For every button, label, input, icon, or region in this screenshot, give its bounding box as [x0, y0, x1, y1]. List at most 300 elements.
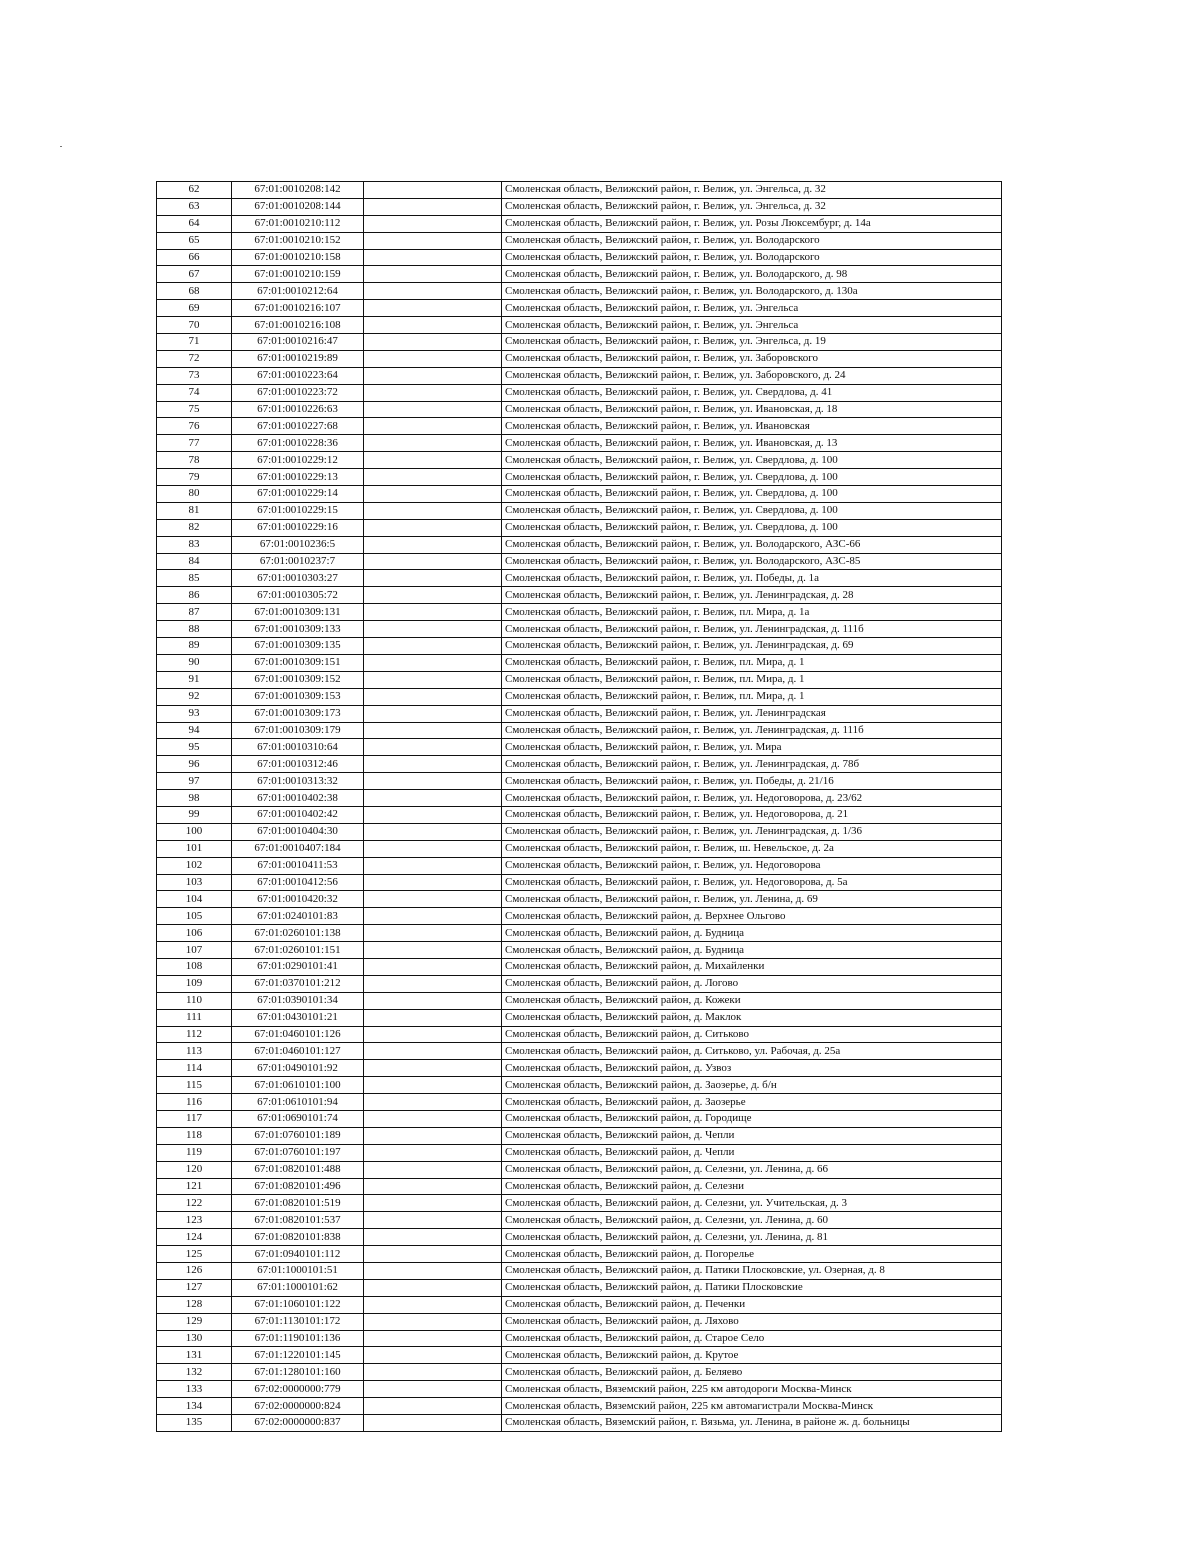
table-row [157, 925, 1002, 942]
cadastral-number-cell: 67:01:0010216:47 [232, 334, 364, 351]
cadastral-number-cell: 67:01:0820101:838 [232, 1229, 364, 1246]
row-number-cell: 75 [157, 401, 232, 418]
row-number-cell: 72 [157, 350, 232, 367]
table-row [157, 1043, 1002, 1060]
empty-cell [364, 486, 502, 503]
table-row [157, 1212, 1002, 1229]
empty-cell [364, 756, 502, 773]
address-cell: Смоленская область, Велижский район, г. Велиж, ул. Недоговорова [502, 857, 1002, 874]
cadastral-number-cell: 67:01:0010309:135 [232, 638, 364, 655]
cadastral-number-cell: 67:01:0010226:63 [232, 401, 364, 418]
address-cell: Смоленская область, Велижский район, д. Селезни, ул. Ленина, д. 60 [502, 1212, 1002, 1229]
cadastral-number-cell: 67:01:0010404:30 [232, 823, 364, 840]
row-number-cell: 93 [157, 705, 232, 722]
row-number-cell: 128 [157, 1296, 232, 1313]
empty-cell [364, 283, 502, 300]
table-row [157, 705, 1002, 722]
row-number-cell: 124 [157, 1229, 232, 1246]
row-number-cell: 101 [157, 840, 232, 857]
empty-cell [364, 367, 502, 384]
cadastral-number-cell: 67:01:0010402:38 [232, 790, 364, 807]
empty-cell [364, 317, 502, 334]
table-row [157, 1296, 1002, 1313]
empty-cell [364, 705, 502, 722]
row-number-cell: 117 [157, 1110, 232, 1127]
cadastral-number-cell: 67:01:0010212:64 [232, 283, 364, 300]
empty-cell [364, 1060, 502, 1077]
table-row [157, 469, 1002, 486]
empty-cell [364, 1144, 502, 1161]
cadastral-number-cell: 67:01:1060101:122 [232, 1296, 364, 1313]
empty-cell [364, 722, 502, 739]
cadastral-number-cell: 67:02:0000000:824 [232, 1398, 364, 1415]
cadastral-number-cell: 67:01:0010412:56 [232, 874, 364, 891]
address-cell: Смоленская область, Велижский район, г. Велиж, ул. Свердлова, д. 100 [502, 519, 1002, 536]
table-row [157, 486, 1002, 503]
empty-cell [364, 1415, 502, 1432]
cadastral-number-cell: 67:01:0010312:46 [232, 756, 364, 773]
table-row [157, 367, 1002, 384]
cadastral-number-cell: 67:01:0010237:7 [232, 553, 364, 570]
address-cell: Смоленская область, Велижский район, г. Велиж, ул. Ленинградская, д. 69 [502, 638, 1002, 655]
row-number-cell: 116 [157, 1094, 232, 1111]
address-cell: Смоленская область, Велижский район, г. Велиж, пл. Мира, д. 1 [502, 654, 1002, 671]
table-row [157, 1347, 1002, 1364]
empty-cell [364, 773, 502, 790]
table-row [157, 874, 1002, 891]
row-number-cell: 129 [157, 1313, 232, 1330]
row-number-cell: 115 [157, 1077, 232, 1094]
empty-cell [364, 215, 502, 232]
row-number-cell: 132 [157, 1364, 232, 1381]
row-number-cell: 95 [157, 739, 232, 756]
address-cell: Смоленская область, Велижский район, г. Велиж, ул. Ленинградская, д. 111б [502, 621, 1002, 638]
empty-cell [364, 688, 502, 705]
table-row [157, 384, 1002, 401]
empty-cell [364, 823, 502, 840]
cadastral-number-cell: 67:01:0820101:537 [232, 1212, 364, 1229]
address-cell: Смоленская область, Велижский район, д. Патики Плосковские, ул. Озерная, д. 8 [502, 1263, 1002, 1280]
row-number-cell: 131 [157, 1347, 232, 1364]
empty-cell [364, 992, 502, 1009]
cadastral-number-cell: 67:01:0010208:142 [232, 182, 364, 199]
address-cell: Смоленская область, Велижский район, д. Старое Село [502, 1330, 1002, 1347]
row-number-cell: 105 [157, 908, 232, 925]
table-row [157, 908, 1002, 925]
empty-cell [364, 638, 502, 655]
table-row [157, 891, 1002, 908]
address-cell: Смоленская область, Велижский район, г. Велиж, ул. Энгельса, д. 32 [502, 198, 1002, 215]
empty-cell [364, 198, 502, 215]
row-number-cell: 123 [157, 1212, 232, 1229]
cadastral-number-cell: 67:01:0010229:16 [232, 519, 364, 536]
table-row [157, 857, 1002, 874]
table-row [157, 1246, 1002, 1263]
address-cell: Смоленская область, Вяземский район, 225 км автомагистрали Москва-Минск [502, 1398, 1002, 1415]
cadastral-number-cell: 67:01:0010310:64 [232, 739, 364, 756]
table-row [157, 1364, 1002, 1381]
empty-cell [364, 1127, 502, 1144]
empty-cell [364, 925, 502, 942]
table-row [157, 1094, 1002, 1111]
row-number-cell: 66 [157, 249, 232, 266]
row-number-cell: 81 [157, 502, 232, 519]
empty-cell [364, 249, 502, 266]
cadastral-number-cell: 67:01:0010210:159 [232, 266, 364, 283]
cadastral-number-cell: 67:01:0010309:173 [232, 705, 364, 722]
row-number-cell: 108 [157, 958, 232, 975]
table-row [157, 1161, 1002, 1178]
row-number-cell: 125 [157, 1246, 232, 1263]
cadastral-number-cell: 67:01:1280101:160 [232, 1364, 364, 1381]
row-number-cell: 134 [157, 1398, 232, 1415]
empty-cell [364, 587, 502, 604]
row-number-cell: 122 [157, 1195, 232, 1212]
cadastral-number-cell: 67:01:0390101:34 [232, 992, 364, 1009]
empty-cell [364, 1026, 502, 1043]
table-row [157, 638, 1002, 655]
row-number-cell: 113 [157, 1043, 232, 1060]
table-row [157, 671, 1002, 688]
table-row [157, 1195, 1002, 1212]
cadastral-number-cell: 67:01:0010208:144 [232, 198, 364, 215]
empty-cell [364, 570, 502, 587]
table-row [157, 401, 1002, 418]
row-number-cell: 114 [157, 1060, 232, 1077]
row-number-cell: 64 [157, 215, 232, 232]
cadastral-number-cell: 67:01:0010219:89 [232, 350, 364, 367]
cadastral-number-cell: 67:01:0010210:112 [232, 215, 364, 232]
empty-cell [364, 1195, 502, 1212]
cadastral-number-cell: 67:01:1220101:145 [232, 1347, 364, 1364]
empty-cell [364, 1263, 502, 1280]
address-cell: Смоленская область, Велижский район, д. Ситьково [502, 1026, 1002, 1043]
empty-cell [364, 1398, 502, 1415]
cadastral-number-cell: 67:01:0010229:13 [232, 469, 364, 486]
address-cell: Смоленская область, Велижский район, д. Ляхово [502, 1313, 1002, 1330]
cadastral-number-cell: 67:01:0820101:519 [232, 1195, 364, 1212]
empty-cell [364, 1212, 502, 1229]
table-row [157, 654, 1002, 671]
address-cell: Смоленская область, Велижский район, г. Велиж, ул. Энгельса [502, 300, 1002, 317]
row-number-cell: 62 [157, 182, 232, 199]
registry-table-body [157, 182, 1002, 1432]
row-number-cell: 133 [157, 1381, 232, 1398]
table-row [157, 317, 1002, 334]
table-row [157, 249, 1002, 266]
cadastral-number-cell: 67:01:0610101:94 [232, 1094, 364, 1111]
empty-cell [364, 553, 502, 570]
empty-cell [364, 1043, 502, 1060]
address-cell: Смоленская область, Велижский район, г. Велиж, ул. Энгельса, д. 32 [502, 182, 1002, 199]
table-row [157, 1127, 1002, 1144]
address-cell: Смоленская область, Велижский район, г. Велиж, ул. Володарского, д. 98 [502, 266, 1002, 283]
row-number-cell: 71 [157, 334, 232, 351]
table-row [157, 350, 1002, 367]
row-number-cell: 121 [157, 1178, 232, 1195]
cadastral-number-cell: 67:01:0010411:53 [232, 857, 364, 874]
cadastral-number-cell: 67:01:0430101:21 [232, 1009, 364, 1026]
empty-cell [364, 536, 502, 553]
cadastral-number-cell: 67:01:0370101:212 [232, 975, 364, 992]
row-number-cell: 109 [157, 975, 232, 992]
scan-speck [60, 146, 62, 147]
cadastral-number-cell: 67:01:1000101:62 [232, 1279, 364, 1296]
empty-cell [364, 654, 502, 671]
row-number-cell: 103 [157, 874, 232, 891]
table-row [157, 519, 1002, 536]
row-number-cell: 69 [157, 300, 232, 317]
cadastral-number-cell: 67:01:0240101:83 [232, 908, 364, 925]
table-row [157, 300, 1002, 317]
empty-cell [364, 1246, 502, 1263]
empty-cell [364, 452, 502, 469]
address-cell: Смоленская область, Велижский район, д. Кожеки [502, 992, 1002, 1009]
address-cell: Смоленская область, Велижский район, г. Велиж, ул. Заборовского, д. 24 [502, 367, 1002, 384]
table-row [157, 1330, 1002, 1347]
cadastral-number-cell: 67:01:0010210:158 [232, 249, 364, 266]
address-cell: Смоленская область, Велижский район, г. Велиж, ул. Ленинградская, д. 78б [502, 756, 1002, 773]
empty-cell [364, 975, 502, 992]
table-row [157, 536, 1002, 553]
empty-cell [364, 1229, 502, 1246]
empty-cell [364, 1296, 502, 1313]
table-row [157, 722, 1002, 739]
row-number-cell: 73 [157, 367, 232, 384]
table-row [157, 1110, 1002, 1127]
address-cell: Смоленская область, Велижский район, г. Велиж, ул. Победы, д. 21/16 [502, 773, 1002, 790]
row-number-cell: 63 [157, 198, 232, 215]
table-row [157, 1381, 1002, 1398]
empty-cell [364, 350, 502, 367]
empty-cell [364, 300, 502, 317]
empty-cell [364, 958, 502, 975]
empty-cell [364, 806, 502, 823]
table-row [157, 587, 1002, 604]
empty-cell [364, 1094, 502, 1111]
row-number-cell: 99 [157, 806, 232, 823]
row-number-cell: 130 [157, 1330, 232, 1347]
cadastral-number-cell: 67:02:0000000:837 [232, 1415, 364, 1432]
cadastral-number-cell: 67:01:0010229:12 [232, 452, 364, 469]
row-number-cell: 111 [157, 1009, 232, 1026]
row-number-cell: 100 [157, 823, 232, 840]
empty-cell [364, 1161, 502, 1178]
row-number-cell: 70 [157, 317, 232, 334]
cadastral-number-cell: 67:01:0010309:131 [232, 604, 364, 621]
table-row [157, 688, 1002, 705]
address-cell: Смоленская область, Велижский район, г. Велиж, ул. Ивановская, д. 18 [502, 401, 1002, 418]
row-number-cell: 76 [157, 418, 232, 435]
empty-cell [364, 384, 502, 401]
address-cell: Смоленская область, Велижский район, г. Велиж, пл. Мира, д. 1 [502, 671, 1002, 688]
empty-cell [364, 1313, 502, 1330]
address-cell: Смоленская область, Велижский район, г. Велиж, ул. Свердлова, д. 41 [502, 384, 1002, 401]
row-number-cell: 65 [157, 232, 232, 249]
cadastral-number-cell: 67:01:0010229:14 [232, 486, 364, 503]
empty-cell [364, 1347, 502, 1364]
cadastral-number-cell: 67:01:0010309:152 [232, 671, 364, 688]
row-number-cell: 112 [157, 1026, 232, 1043]
table-row [157, 790, 1002, 807]
empty-cell [364, 401, 502, 418]
cadastral-number-cell: 67:01:0010420:32 [232, 891, 364, 908]
empty-cell [364, 519, 502, 536]
empty-cell [364, 942, 502, 959]
table-row [157, 198, 1002, 215]
cadastral-number-cell: 67:01:0010229:15 [232, 502, 364, 519]
cadastral-number-cell: 67:01:1000101:51 [232, 1263, 364, 1280]
cadastral-number-cell: 67:01:1130101:172 [232, 1313, 364, 1330]
address-cell: Смоленская область, Велижский район, г. Велиж, ул. Ивановская [502, 418, 1002, 435]
address-cell: Смоленская область, Велижский район, г. Велиж, ул. Свердлова, д. 100 [502, 452, 1002, 469]
address-cell: Смоленская область, Велижский район, г. Велиж, ул. Ленинградская [502, 705, 1002, 722]
row-number-cell: 68 [157, 283, 232, 300]
empty-cell [364, 790, 502, 807]
table-row [157, 1026, 1002, 1043]
address-cell: Смоленская область, Велижский район, д. Беляево [502, 1364, 1002, 1381]
address-cell: Смоленская область, Велижский район, д. Узвоз [502, 1060, 1002, 1077]
table-row [157, 1313, 1002, 1330]
cadastral-number-cell: 67:01:0260101:151 [232, 942, 364, 959]
address-cell: Смоленская область, Велижский район, д. Чепли [502, 1127, 1002, 1144]
row-number-cell: 88 [157, 621, 232, 638]
property-registry-table [156, 181, 1002, 1432]
address-cell: Смоленская область, Велижский район, д. Заозерье, д. б/н [502, 1077, 1002, 1094]
table-row [157, 621, 1002, 638]
row-number-cell: 94 [157, 722, 232, 739]
cadastral-number-cell: 67:01:0010223:72 [232, 384, 364, 401]
empty-cell [364, 1330, 502, 1347]
address-cell: Смоленская область, Велижский район, д. Ситьково, ул. Рабочая, д. 25а [502, 1043, 1002, 1060]
empty-cell [364, 1279, 502, 1296]
address-cell: Смоленская область, Велижский район, д. Чепли [502, 1144, 1002, 1161]
address-cell: Смоленская область, Велижский район, д. Будница [502, 925, 1002, 942]
address-cell: Смоленская область, Велижский район, г. Велиж, ул. Недоговорова, д. 23/62 [502, 790, 1002, 807]
cadastral-number-cell: 67:01:0010227:68 [232, 418, 364, 435]
cadastral-number-cell: 67:01:0460101:127 [232, 1043, 364, 1060]
table-row [157, 570, 1002, 587]
row-number-cell: 126 [157, 1263, 232, 1280]
address-cell: Смоленская область, Велижский район, д. Верхнее Ольгово [502, 908, 1002, 925]
empty-cell [364, 739, 502, 756]
table-row [157, 1229, 1002, 1246]
row-number-cell: 107 [157, 942, 232, 959]
empty-cell [364, 908, 502, 925]
empty-cell [364, 1178, 502, 1195]
row-number-cell: 135 [157, 1415, 232, 1432]
empty-cell [364, 418, 502, 435]
row-number-cell: 83 [157, 536, 232, 553]
table-row [157, 739, 1002, 756]
address-cell: Смоленская область, Велижский район, г. Велиж, ул. Мира [502, 739, 1002, 756]
row-number-cell: 84 [157, 553, 232, 570]
row-number-cell: 91 [157, 671, 232, 688]
empty-cell [364, 604, 502, 621]
address-cell: Смоленская область, Велижский район, д. Печенки [502, 1296, 1002, 1313]
table-row [157, 283, 1002, 300]
cadastral-number-cell: 67:01:0760101:197 [232, 1144, 364, 1161]
empty-cell [364, 266, 502, 283]
table-row [157, 1263, 1002, 1280]
row-number-cell: 85 [157, 570, 232, 587]
address-cell: Смоленская область, Велижский район, г. Велиж, ул. Ленинградская, д. 111б [502, 722, 1002, 739]
row-number-cell: 104 [157, 891, 232, 908]
table-row [157, 958, 1002, 975]
cadastral-number-cell: 67:01:0010216:108 [232, 317, 364, 334]
address-cell: Смоленская область, Велижский район, д. Логово [502, 975, 1002, 992]
row-number-cell: 97 [157, 773, 232, 790]
address-cell: Смоленская область, Велижский район, г. Велиж, ул. Свердлова, д. 100 [502, 469, 1002, 486]
address-cell: Смоленская область, Велижский район, д. Селезни, ул. Ленина, д. 81 [502, 1229, 1002, 1246]
address-cell: Смоленская область, Велижский район, г. Велиж, ул. Свердлова, д. 100 [502, 486, 1002, 503]
table-row [157, 773, 1002, 790]
empty-cell [364, 1381, 502, 1398]
row-number-cell: 90 [157, 654, 232, 671]
empty-cell [364, 857, 502, 874]
address-cell: Смоленская область, Вяземский район, г. Вязьма, ул. Ленина, в районе ж. д. больницы [502, 1415, 1002, 1432]
row-number-cell: 120 [157, 1161, 232, 1178]
row-number-cell: 102 [157, 857, 232, 874]
table-row [157, 1144, 1002, 1161]
address-cell: Смоленская область, Велижский район, д. Патики Плосковские [502, 1279, 1002, 1296]
table-row [157, 1415, 1002, 1432]
cadastral-number-cell: 67:01:0010402:42 [232, 806, 364, 823]
row-number-cell: 78 [157, 452, 232, 469]
empty-cell [364, 891, 502, 908]
empty-cell [364, 1077, 502, 1094]
row-number-cell: 74 [157, 384, 232, 401]
table-row [157, 975, 1002, 992]
cadastral-number-cell: 67:01:0010210:152 [232, 232, 364, 249]
cadastral-number-cell: 67:01:0010216:107 [232, 300, 364, 317]
row-number-cell: 77 [157, 435, 232, 452]
table-row [157, 756, 1002, 773]
row-number-cell: 89 [157, 638, 232, 655]
table-row [157, 1060, 1002, 1077]
address-cell: Смоленская область, Велижский район, г. Велиж, ул. Володарского [502, 249, 1002, 266]
address-cell: Смоленская область, Велижский район, г. Велиж, пл. Мира, д. 1а [502, 604, 1002, 621]
table-row [157, 232, 1002, 249]
cadastral-number-cell: 67:01:0010303:27 [232, 570, 364, 587]
cadastral-number-cell: 67:01:0010313:32 [232, 773, 364, 790]
address-cell: Смоленская область, Велижский район, д. Погорелье [502, 1246, 1002, 1263]
table-row [157, 452, 1002, 469]
empty-cell [364, 502, 502, 519]
address-cell: Смоленская область, Велижский район, г. Велиж, ул. Ленинградская, д. 1/36 [502, 823, 1002, 840]
address-cell: Смоленская область, Велижский район, д. Крутое [502, 1347, 1002, 1364]
address-cell: Смоленская область, Велижский район, г. Велиж, ул. Володарского, АЗС-85 [502, 553, 1002, 570]
row-number-cell: 98 [157, 790, 232, 807]
cadastral-number-cell: 67:01:0010228:36 [232, 435, 364, 452]
cadastral-number-cell: 67:01:0760101:189 [232, 1127, 364, 1144]
address-cell: Смоленская область, Велижский район, г. Велиж, ул. Недоговорова, д. 21 [502, 806, 1002, 823]
address-cell: Смоленская область, Велижский район, г. Велиж, ул. Ленина, д. 69 [502, 891, 1002, 908]
table-row [157, 840, 1002, 857]
row-number-cell: 82 [157, 519, 232, 536]
address-cell: Смоленская область, Велижский район, г. Велиж, ул. Энгельса, д. 19 [502, 334, 1002, 351]
address-cell: Смоленская область, Велижский район, г. Велиж, ул. Володарского, АЗС-66 [502, 536, 1002, 553]
cadastral-number-cell: 67:01:0010309:133 [232, 621, 364, 638]
cadastral-number-cell: 67:01:0260101:138 [232, 925, 364, 942]
cadastral-number-cell: 67:01:0690101:74 [232, 1110, 364, 1127]
table-row [157, 1178, 1002, 1195]
address-cell: Смоленская область, Велижский район, г. Велиж, ул. Энгельса [502, 317, 1002, 334]
empty-cell [364, 435, 502, 452]
row-number-cell: 67 [157, 266, 232, 283]
cadastral-number-cell: 67:01:0010309:153 [232, 688, 364, 705]
address-cell: Смоленская область, Велижский район, д. Селезни [502, 1178, 1002, 1195]
